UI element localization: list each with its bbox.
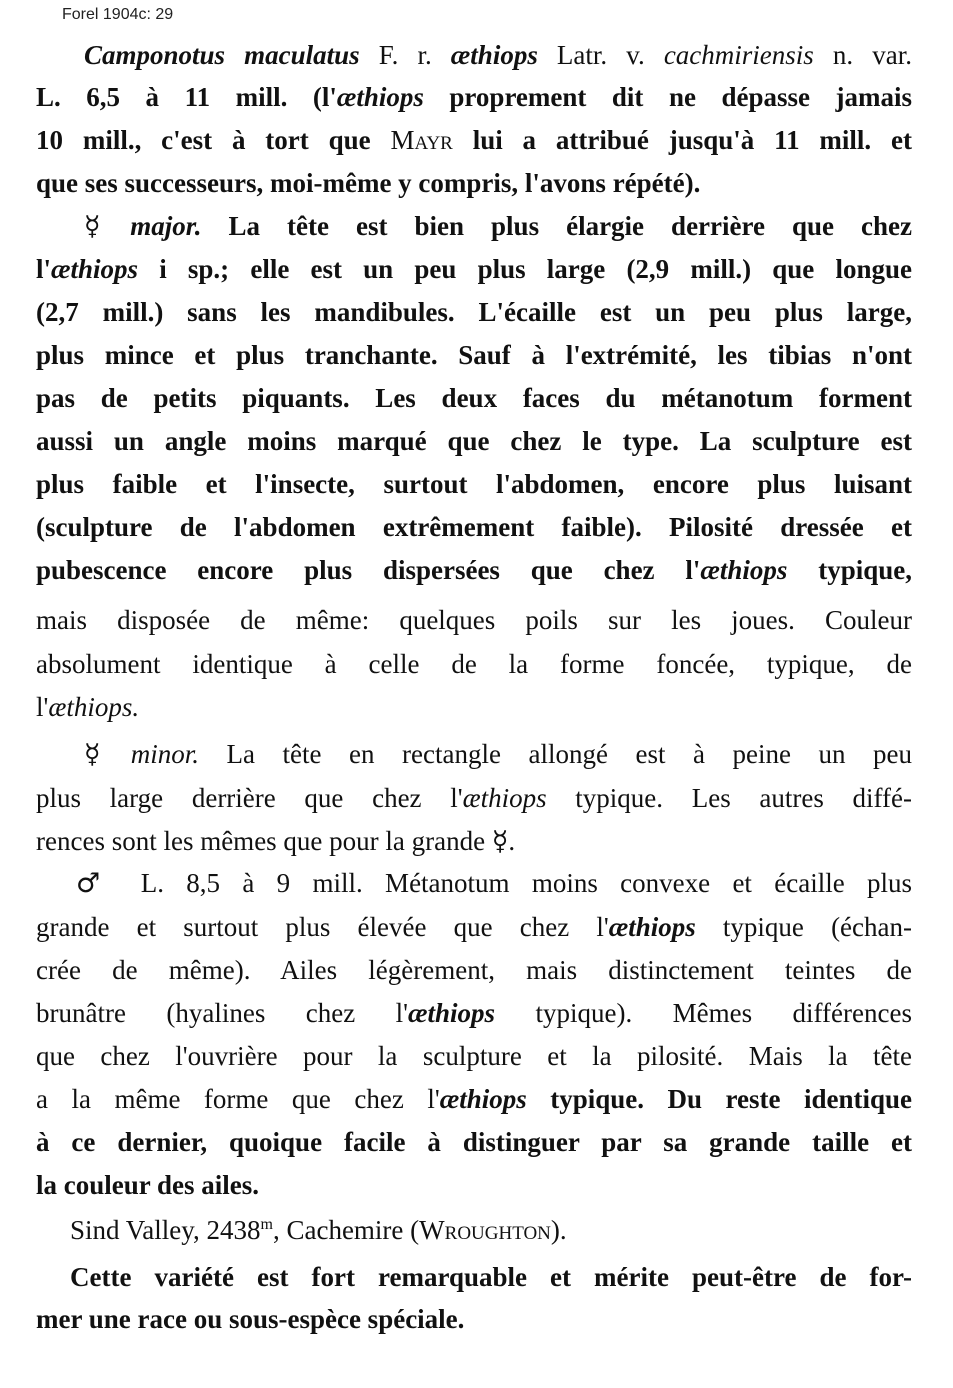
text-line <box>36 467 912 501</box>
text-line <box>36 123 912 157</box>
text-segment: absolument identique à celle de la forme foncée, typique, de <box>36 649 912 679</box>
text-line <box>36 824 912 858</box>
text-segment: plus faible et l'insecte, surtout l'abdomen, encore plus luisant <box>36 469 912 499</box>
text-segment: , Cachemire ( <box>272 1215 420 1245</box>
text-line <box>36 647 912 681</box>
text-segment: proprement dit ne dépasse jamais <box>423 82 912 112</box>
text-line <box>36 1082 912 1116</box>
text-line <box>70 1260 912 1294</box>
text-segment: typique. Du reste identique <box>526 1084 913 1114</box>
text-segment: æthiops <box>608 912 696 942</box>
text-segment: aussi un angle moins marqué que chez le type. La sculpture est <box>36 426 912 456</box>
text-segment: crée de même). Ailes légèrement, mais distinctement teintes de <box>36 955 912 985</box>
text-line <box>36 166 912 200</box>
text-line <box>36 381 912 415</box>
text-segment: l' <box>36 692 49 722</box>
text-line <box>36 338 912 372</box>
text-segment: ☿ <box>84 739 131 770</box>
text-line <box>36 510 912 544</box>
text-segment: Mayr <box>390 125 453 155</box>
text-line <box>36 603 912 637</box>
text-line <box>36 690 912 724</box>
text-line <box>36 910 912 944</box>
text-segment: minor. <box>130 739 200 769</box>
text-segment: æthiops <box>700 555 788 585</box>
text-line <box>36 781 912 815</box>
text-segment: a la même forme que chez l' <box>36 1084 440 1114</box>
text-segment: ). <box>550 1215 567 1245</box>
text-segment: cachmiriensis <box>663 40 814 70</box>
text-segment: que ses successeurs, moi-même y compris, l'avons répété). <box>36 168 701 198</box>
text-line <box>36 1125 912 1159</box>
text-segment: pubescence encore plus dispersées que chez l' <box>36 555 701 585</box>
text-segment: plus large derrière que chez l' <box>36 783 463 813</box>
text-line <box>36 1302 912 1336</box>
text-segment: brunâtre (hyalines chez l' <box>36 998 409 1028</box>
text-line <box>84 209 912 244</box>
text-line <box>36 252 912 286</box>
text-segment: ♂ <box>76 868 141 899</box>
text-segment: æthiops <box>462 783 547 813</box>
text-line <box>36 553 912 587</box>
text-segment: æthiops <box>450 40 538 70</box>
text-line <box>36 996 912 1030</box>
text-segment: i sp.; elle est un peu plus large (2,9 mill.) que longue <box>138 254 912 284</box>
text-segment: n. var. <box>813 40 912 70</box>
text-segment: m <box>260 1216 273 1233</box>
text-line <box>36 80 912 114</box>
text-segment: Wroughton <box>419 1215 551 1245</box>
text-line <box>76 866 912 901</box>
text-segment: lui a attribué jusqu'à 11 mill. et <box>452 125 912 155</box>
text-segment: typique). Mêmes différences <box>495 998 912 1028</box>
text-line <box>36 424 912 458</box>
text-segment: mer une race ou sous-espèce spéciale. <box>36 1304 465 1334</box>
text-line <box>70 1208 912 1247</box>
text-segment: typique. Les autres diffé- <box>546 783 912 813</box>
text-segment: F. r. <box>359 40 451 70</box>
text-segment: æthiops <box>51 254 139 284</box>
text-segment: que chez l'ouvrière pour la sculpture et la pilosité. Mais la tête <box>36 1041 912 1071</box>
text-segment: La tête en rectangle allongé est à peine un peu <box>199 739 912 769</box>
text-line <box>36 1039 912 1073</box>
text-segment: Cette variété est fort remarquable et mérite peut-être de for- <box>70 1262 912 1292</box>
text-segment: grande et surtout plus élevée que chez l' <box>36 912 609 942</box>
text-segment: (2,7 mill.) sans les mandibules. L'écaille est un peu plus large, <box>36 297 912 327</box>
text-line <box>36 295 912 329</box>
text-segment: æthiops <box>439 1084 527 1114</box>
text-segment: typique (échan- <box>695 912 913 942</box>
text-segment: à ce dernier, quoique facile à distinguer par sa grande taille et <box>36 1127 912 1157</box>
text-segment: plus mince et plus tranchante. Sauf à l'extrémité, les tibias n'ont <box>36 340 912 370</box>
text-segment: la couleur des ailes. <box>36 1170 260 1200</box>
text-segment: æthiops. <box>48 692 140 722</box>
text-segment: L. 6,5 à 11 mill. (l' <box>36 82 337 112</box>
text-segment: pas de petits piquants. Les deux faces du métanotum forment <box>36 383 912 413</box>
text-segment: æthiops <box>336 82 424 112</box>
text-segment: rences sont les mêmes que pour la grande ☿. <box>36 826 516 856</box>
text-line <box>36 953 912 987</box>
text-segment: Camponotus maculatus <box>84 40 360 70</box>
text-line <box>84 38 912 72</box>
text-segment: 10 mill., c'est à tort que <box>36 125 391 155</box>
text-segment: æthiops <box>408 998 496 1028</box>
text-segment: major. <box>130 211 202 241</box>
text-segment: l' <box>36 254 52 284</box>
text-segment: Sind Valley, 2438 <box>70 1215 261 1245</box>
text-segment: L. 8,5 à 9 mill. Métanotum moins convexe et écaille plus <box>140 868 913 898</box>
text-segment: typique, <box>787 555 912 585</box>
text-segment: mais disposée de même: quelques poils sur les joues. Couleur <box>36 605 912 635</box>
text-segment: La tête est bien plus élargie derrière que chez <box>201 211 912 241</box>
text-line <box>84 737 912 772</box>
text-segment: Latr. v. <box>537 40 664 70</box>
text-segment: ☿ <box>84 211 131 242</box>
page-reference: Forel 1904c: 29 <box>62 6 174 23</box>
text-segment: (sculpture de l'abdomen extrêmement faible). Pilosité dressée et <box>36 512 912 542</box>
text-line <box>36 1168 912 1202</box>
